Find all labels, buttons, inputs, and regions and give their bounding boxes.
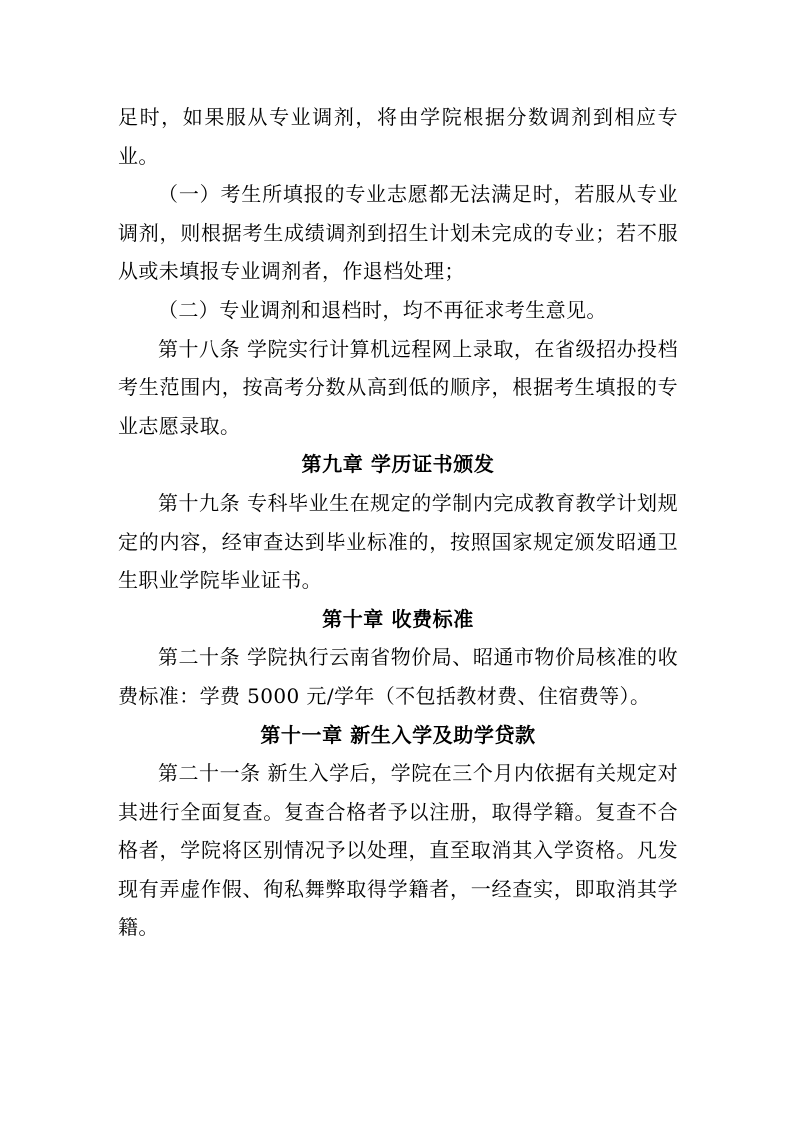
paragraph-clause-2: （二）专业调剂和退档时，均不再征求考生意见。 (158, 297, 607, 322)
paragraph-continuation: 足时，如果服从专业调剂，将由学院根据分数调剂到相应专业。 (118, 105, 678, 168)
paragraph-article-20: 第二十条 学院执行云南省物价局、昭通市物价局核准的收费标准：学费 5000 元/学年（不包括教材费、住宿费等）。 (118, 645, 678, 708)
paragraph-article-18: 第十八条 学院实行计算机远程网上录取，在省级招办投档考生范围内，按高考分数从高到低的顺序，根据考生填报的专业志愿录取。 (118, 336, 678, 438)
chapter-10-heading: 第十章 收费标准 (322, 606, 474, 631)
document-page (118, 98, 678, 947)
paragraph-article-19: 第十九条 专科毕业生在规定的学制内完成教育教学计划规定的内容，经审查达到毕业标准的，按照国家规定颁发昭通卫生职业学院毕业证书。 (118, 490, 678, 593)
chapter-11-heading: 第十一章 新生入学及助学贷款 (260, 722, 536, 747)
paragraph-article-21: 第二十一条 新生入学后，学院在三个月内依据有关规定对其进行全面复查。复查合格者予以注册，取得学籍。复查不合格者，学院将区别情况予以处理，直至取消其入学资格。凡发现有弄虚作假、徇私舞弊取得学籍者，一经查实，即取消其学籍。 (118, 761, 678, 940)
paragraph-clause-1: （一）考生所填报的专业志愿都无法满足时，若服从专业调剂，则根据考生成绩调剂到招生计划未完成的专业；若不服从或未填报专业调剂者，作退档处理； (118, 182, 678, 284)
chapter-9-heading: 第九章 学历证书颁发 (301, 452, 495, 477)
